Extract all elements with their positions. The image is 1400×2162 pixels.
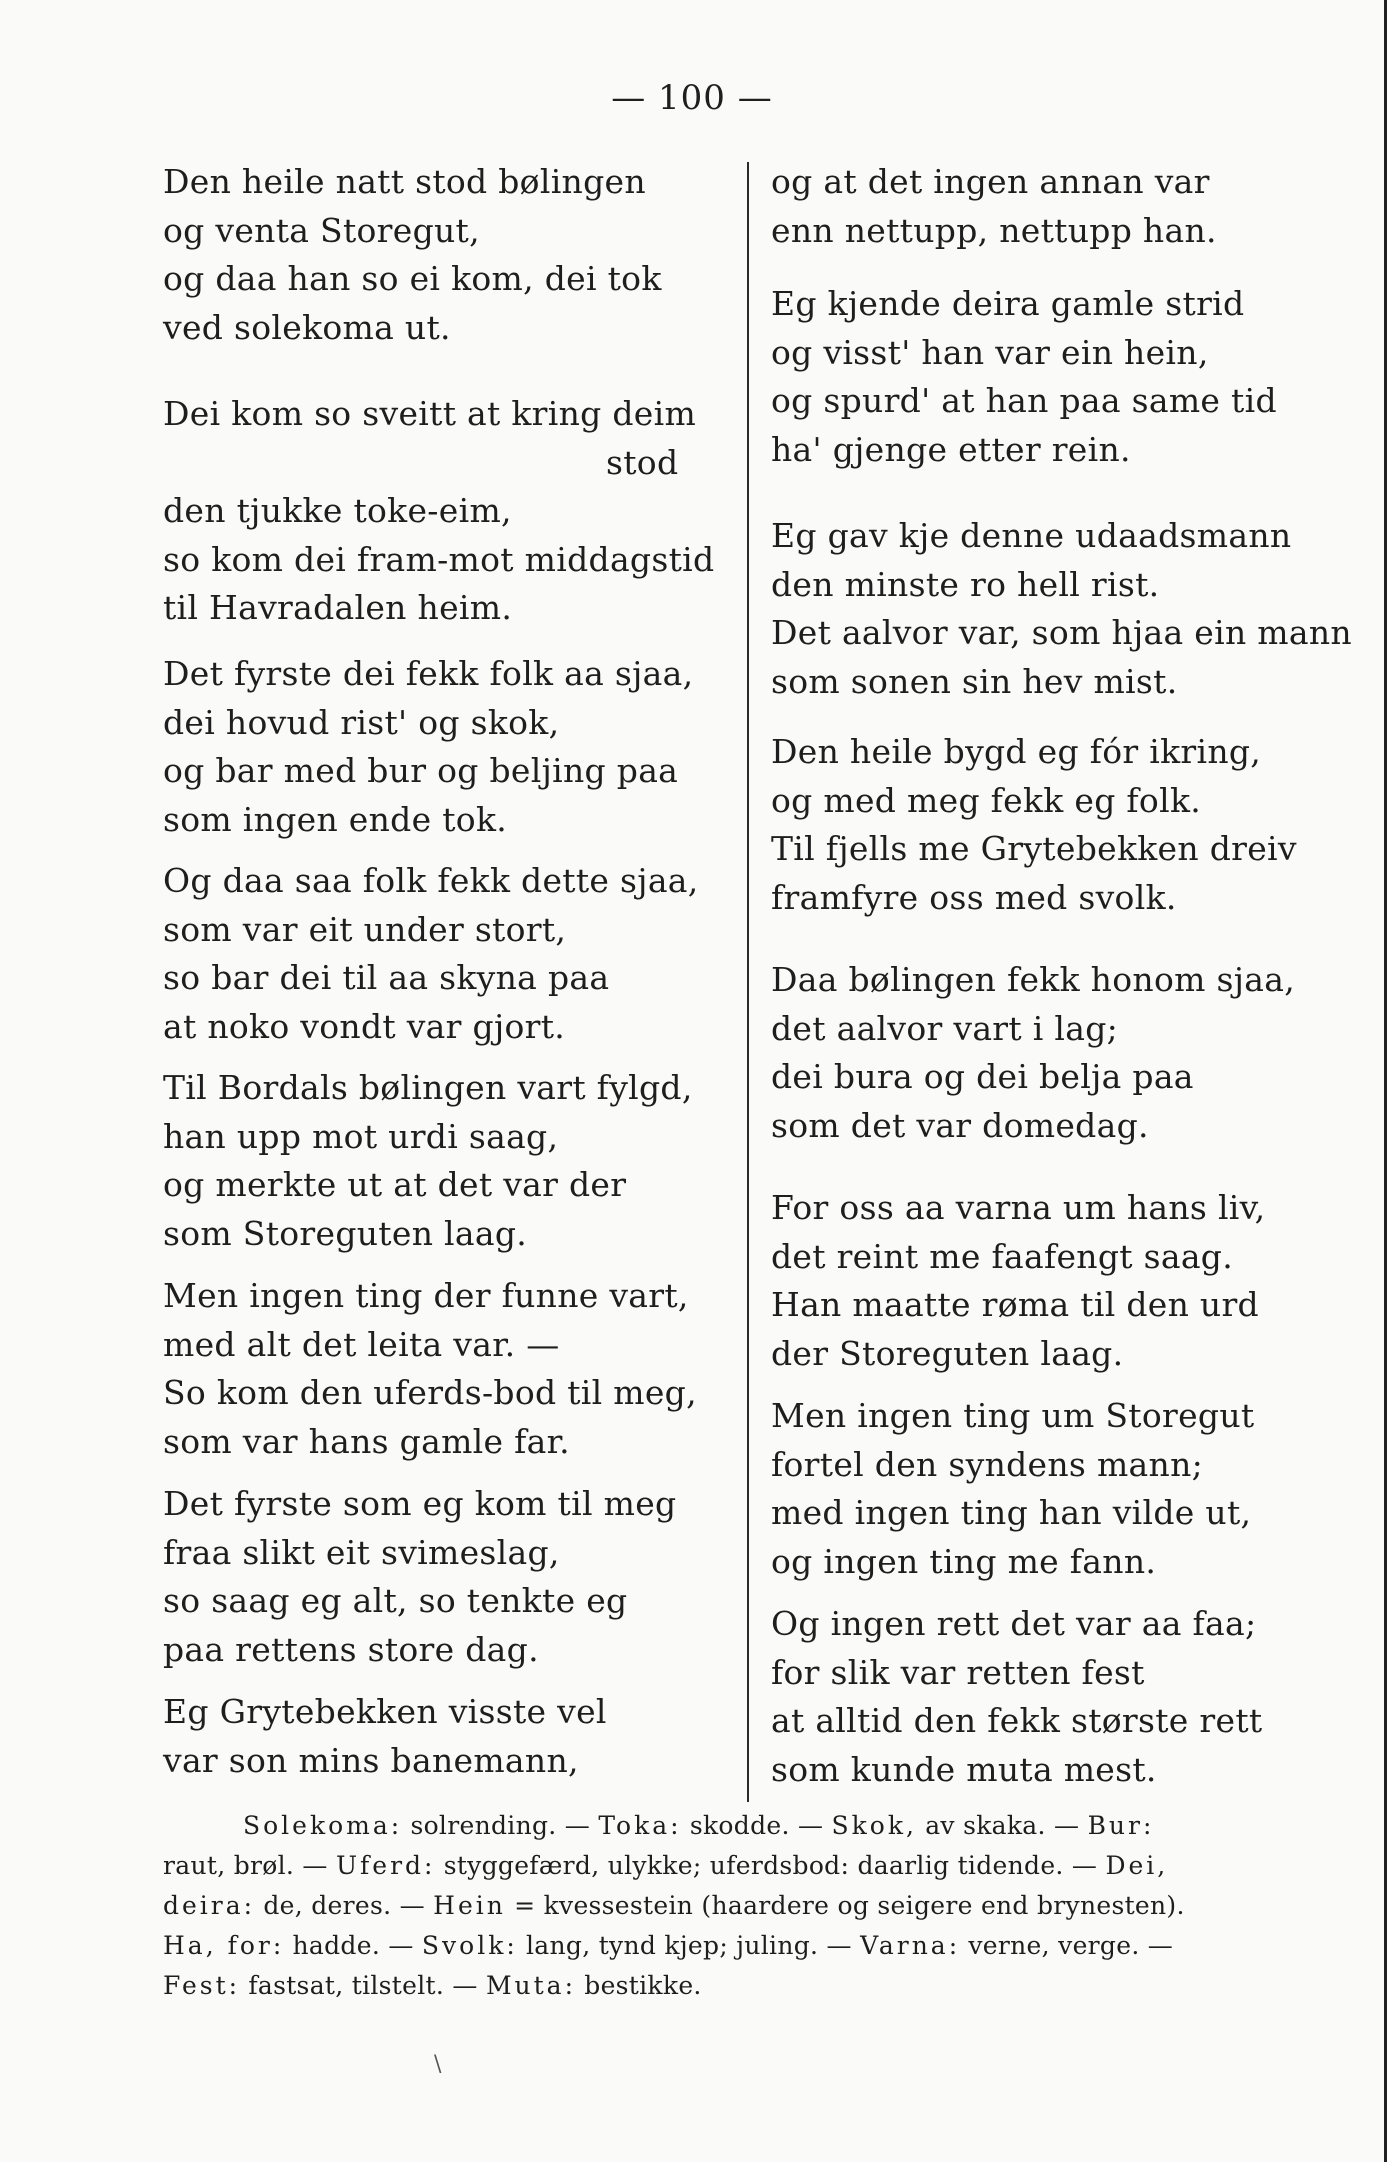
glossary-term: Toka: [598, 1811, 682, 1840]
glossary-term: Muta: [485, 1971, 577, 2000]
verse-line: Men ingen ting der funne vart, [163, 1276, 689, 1315]
glossary-term: deira: [163, 1891, 256, 1920]
glossary-term: Svolk: [421, 1931, 518, 1960]
verse-line: dei hovud rist' og skok, [163, 702, 560, 742]
glossary-term: Hein [433, 1891, 506, 1920]
verse-line: og merkte ut at det var der [163, 1165, 627, 1204]
verse-line: med ingen ting han vilde ut, [771, 1493, 1252, 1532]
verse-line: Daa bølingen fekk honom sjaa, [771, 960, 1296, 999]
glossary-text: raut, brøl. — [163, 1851, 336, 1880]
stray-mark: \ [434, 2052, 442, 2077]
verse-line: der Storeguten laag. [771, 1333, 1124, 1373]
verse-line: som Storeguten laag. [163, 1213, 528, 1253]
verse-line: som det var domedag. [771, 1105, 1149, 1145]
left_column-stanza [163, 1272, 697, 1466]
glossary-term: Dei, [1105, 1851, 1169, 1880]
left_column-stanza [163, 1064, 693, 1258]
glossary-text: solrending. — [402, 1811, 599, 1840]
verse-line: som sonen sin hev mist. [771, 661, 1178, 701]
glossary-text: = kvessestein (haardere og seigere end brynesten). [505, 1891, 1185, 1920]
left_column-stanza [163, 857, 699, 1051]
glossary-term: Uferd: [335, 1851, 436, 1880]
verse-line: paa rettens store dag. [163, 1629, 539, 1669]
verse-line: Og daa saa folk fekk dette sjaa, [163, 861, 699, 900]
glossary-term: Skok, [831, 1811, 917, 1840]
left_column-stanza [163, 1480, 676, 1674]
verse-line: Og ingen rett det var aa faa; [771, 1604, 1257, 1643]
glossary-text: bestikke. [576, 1971, 702, 2000]
page-number: — 100 — [611, 78, 773, 118]
verse-line: som ingen ende tok. [163, 799, 508, 839]
footnotes [163, 1806, 1343, 2006]
verse-line: Dei kom so sveitt at kring deim [163, 394, 697, 433]
right_column-stanza [771, 158, 1217, 255]
verse-line: til Havradalen heim. [163, 588, 513, 627]
verse-line: Det fyrste dei fekk folk aa sjaa, [163, 654, 694, 693]
verse-line: og spurd' at han paa same tid [771, 381, 1277, 420]
verse-line: dei bura og dei belja paa [771, 1057, 1194, 1096]
verse-line: Til Bordals bølingen vart fylgd, [163, 1068, 693, 1107]
glossary-text: skodde. — [681, 1811, 832, 1840]
verse-line: og visst' han var ein hein, [771, 332, 1209, 372]
left_column-stanza [163, 390, 714, 633]
left_column-stanza [163, 158, 662, 352]
glossary-term: Ha, for: [163, 1931, 285, 1960]
verse-line: og med meg fekk eg folk. [771, 780, 1202, 820]
verse-line: enn nettupp, nettupp han. [771, 210, 1217, 250]
verse-line: So kom den uferds-bod til meg, [163, 1373, 697, 1412]
verse-line: som var eit under stort, [163, 909, 567, 949]
verse-line: og daa han so ei kom, dei tok [163, 259, 662, 298]
footnote-line [163, 1926, 1343, 1966]
glossary-text: fastsat, tilstelt. — [240, 1971, 486, 2000]
verse-line: den tjukke toke-eim, [163, 491, 512, 530]
right_column-stanza [771, 956, 1295, 1150]
verse-line: Eg gav kje denne udaadsmann [771, 516, 1292, 555]
right_column-stanza [771, 728, 1297, 922]
glossary-term: Varna: [860, 1931, 961, 1960]
right_column-stanza [771, 1184, 1265, 1378]
verse-line: stod [606, 442, 679, 482]
verse-line: og venta Storegut, [163, 210, 480, 250]
glossary-text: styggefærd, ulykke; [435, 1851, 710, 1880]
right_column-stanza [771, 1600, 1262, 1794]
glossary-text: av skaka. — [916, 1811, 1088, 1840]
verse-line: so kom dei fram-mot middagstid [163, 539, 715, 579]
verse-line: at alltid den fekk største rett [771, 1701, 1263, 1740]
verse-line: med alt det leita var. — [163, 1324, 560, 1364]
verse-line: og at det ingen annan var [771, 162, 1210, 201]
verse-line: Det fyrste som eg kom til meg [163, 1484, 677, 1523]
right_column-stanza [771, 280, 1277, 474]
glossary-term: Solekoma: [243, 1811, 403, 1840]
verse-line: so bar dei til aa skyna paa [163, 958, 610, 997]
left_column-stanza [163, 1688, 607, 1785]
left_column-stanza [163, 650, 693, 844]
glossary-text: uferdsbod: [709, 1851, 850, 1880]
verse-line: ved solekoma ut. [163, 307, 451, 347]
verse-line: Til fjells me Grytebekken dreiv [771, 829, 1297, 868]
footnote-line [163, 1846, 1343, 1886]
glossary-text: lang, tynd kjep; juling. — [517, 1931, 861, 1960]
verse-line: Eg Grytebekken visste vel [163, 1692, 607, 1731]
verse-line: For oss aa varna um hans liv, [771, 1188, 1266, 1227]
verse-line: ha' gjenge etter rein. [771, 429, 1131, 469]
verse-line: Men ingen ting um Storegut [771, 1396, 1255, 1435]
glossary-text: daarlig tidende. — [849, 1851, 1106, 1880]
footnote-line [163, 1886, 1343, 1926]
verse-line: Han maatte røma til den urd [771, 1285, 1259, 1324]
verse-line: so saag eg alt, so tenkte eg [163, 1581, 628, 1620]
column-divider [747, 162, 749, 1802]
footnote-line [163, 1806, 1343, 1846]
glossary-term: Fest: [163, 1971, 241, 2000]
verse-line: Den heile natt stod bølingen [163, 162, 646, 201]
verse-line: Den heile bygd eg fór ikring, [771, 732, 1262, 771]
page-margin [1387, 0, 1400, 2162]
right_column-stanza [771, 512, 1352, 706]
footnote-line [163, 1966, 1343, 2006]
verse-line: Det aalvor var, som hjaa ein mann [771, 613, 1352, 652]
verse-line: og ingen ting me fann. [771, 1541, 1157, 1581]
verse-line: for slik var retten fest [771, 1652, 1145, 1692]
verse-line: Eg kjende deira gamle strid [771, 284, 1245, 323]
verse-line: som var hans gamle far. [163, 1421, 570, 1461]
right_column-stanza [771, 1392, 1254, 1586]
verse-line: han upp mot urdi saag, [163, 1116, 559, 1156]
glossary-text: hadde. — [284, 1931, 422, 1960]
verse-line: fraa slikt eit svimeslag, [163, 1532, 560, 1572]
glossary-term: Bur: [1087, 1811, 1155, 1840]
verse-line: det reint me faafengt saag. [771, 1236, 1234, 1276]
verse-line: at noko vondt var gjort. [163, 1006, 566, 1046]
verse-line: og bar med bur og beljing paa [163, 751, 679, 790]
verse-line: framfyre oss med svolk. [771, 877, 1177, 917]
verse-line: det aalvor vart i lag; [771, 1008, 1119, 1048]
verse-line: den minste ro hell rist. [771, 564, 1160, 604]
verse-line: var son mins banemann, [163, 1740, 579, 1780]
glossary-text: de, deres. — [255, 1891, 434, 1920]
verse-line: fortel den syndens mann; [771, 1444, 1204, 1484]
glossary-text: verne, verge. — [960, 1931, 1174, 1960]
verse-line: som kunde muta mest. [771, 1749, 1157, 1789]
